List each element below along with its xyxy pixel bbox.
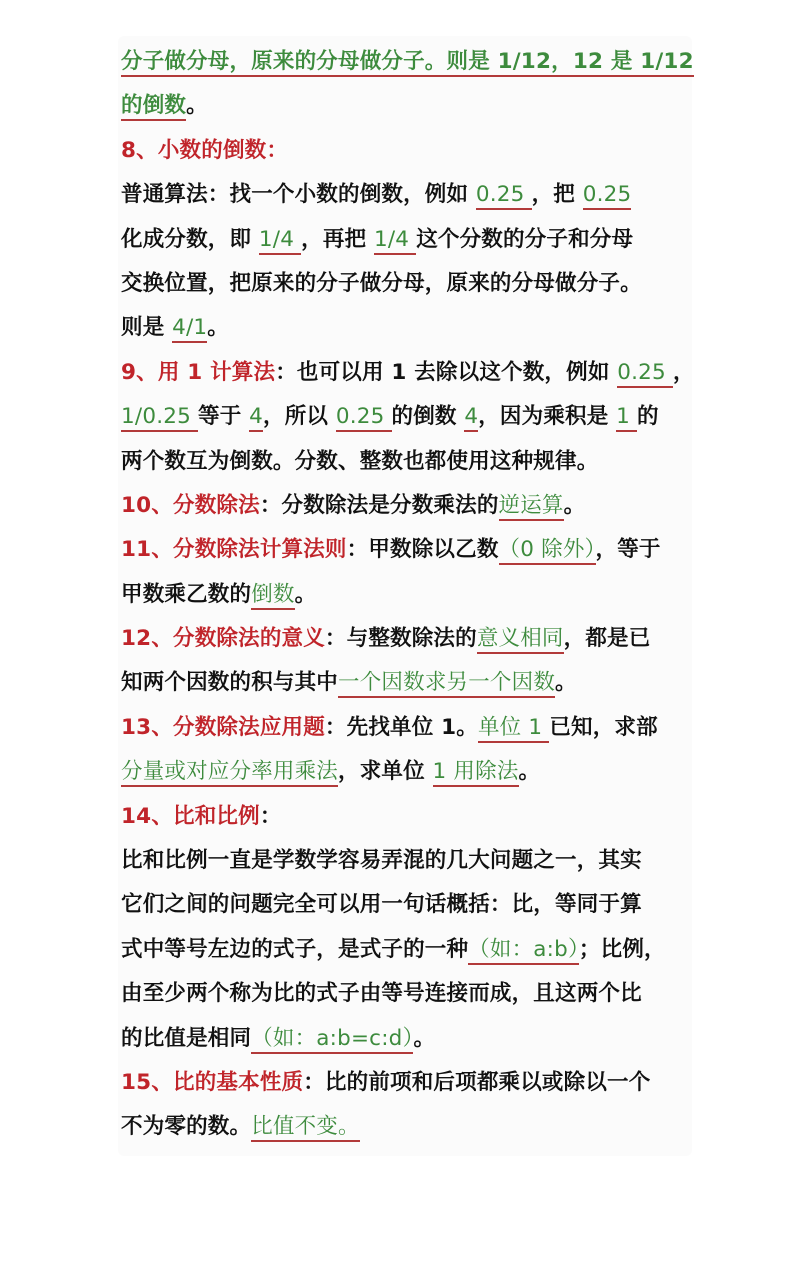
body-text: ；比例， [578,936,666,962]
body-text: 这个分数的分子和分母 [416,226,634,252]
body-text: 交换位置，把原来的分子做分母，原来的分母做分子。 [121,270,642,296]
section-heading: 15、比的基本性质 [121,1069,304,1095]
section-s13 [121,706,691,795]
body-text: ，所以 [263,404,336,430]
body-text: ： [259,803,282,829]
answer-blank: （如：a:b=c:d） [251,1026,413,1054]
body-text: 由至少两个称为比的式子由等号连接而成，且这两个比 [121,981,642,1007]
body-text: ：也可以用 1 去除以这个数，例如 [275,359,618,385]
text-line [121,440,691,484]
body-text: 化成分数，即 [121,226,259,252]
answer-blank: 4 [249,404,263,432]
answer-blank: 4 [464,404,478,432]
body-text: ：与整数除法的 [324,626,477,652]
answer-blank: 的倒数 [121,93,186,121]
document-body [121,40,695,1150]
answer-blank: （0 除外） [499,537,596,565]
section-heading: 10、分数除法 [121,492,260,518]
text-line [121,928,691,972]
text-line [121,972,691,1016]
answer-blank: 倒数 [251,582,294,610]
body-text: ， [672,359,695,385]
text-line [121,706,691,750]
body-text: 。 [518,759,541,785]
answer-blank: 意义相同 [477,626,564,654]
section-s9 [121,351,695,484]
body-text: ：先找单位 1。 [324,714,478,740]
text-line [121,84,691,128]
text-line [121,40,694,84]
answer-blank: 0.25 [336,404,392,432]
answer-blank: 1 用除法 [433,759,519,787]
answer-blank: 0.25 [617,360,673,388]
body-text: 则是 [121,315,173,341]
section-s8 [121,129,691,351]
section-heading: 12、分数除法的意义 [121,626,325,652]
body-text: 比和比例一直是学数学容易弄混的几大问题之一，其实 [121,848,642,874]
text-line [121,1105,691,1149]
body-text: 的比值是相同 [121,1025,252,1051]
text-line [121,484,691,528]
text-line [121,129,691,173]
text-line [121,661,691,705]
text-line [121,262,691,306]
body-text: 。 [413,1025,436,1051]
text-line [121,750,691,794]
body-text: ，求单位 [338,759,433,785]
answer-blank: 1 [616,404,637,432]
body-text: ，再把 [301,226,374,252]
answer-blank: 比值不变。 [251,1114,360,1142]
body-text: 知两个因数的积与其中 [121,670,339,696]
body-text: 它们之间的问题完全可以用一句话概括：比，等同于算 [121,892,642,918]
body-text: ，都是已 [563,626,651,652]
body-text: 式中等号左边的式子，是式子的一种 [121,936,469,962]
text-line [121,528,691,572]
body-text: ，等于 [595,537,661,563]
body-text: ，把 [531,182,583,208]
text-line [121,1017,691,1061]
body-text: 等于 [198,404,250,430]
body-text: 。 [563,492,586,518]
answer-blank: （如：a:b） [468,937,579,965]
text-line [121,573,691,617]
text-line [121,839,691,883]
answer-blank: 0.25 [476,182,532,210]
text-line [121,173,691,217]
answer-blank: 0.25 [583,182,632,210]
text-line [121,351,695,395]
text-line [121,795,691,839]
answer-blank: 1/4 [374,227,416,255]
body-text: 。 [294,581,317,607]
section-s14 [121,795,691,1061]
answer-blank: 单位 1 [478,715,549,743]
body-text: ：甲数除以乙数 [346,537,499,563]
answer-blank: 分量或对应分率用乘法 [121,759,338,787]
body-text: 。 [186,93,208,119]
section-heading: 8、小数的倒数： [121,137,289,163]
body-text: 甲数乘乙数的 [121,581,252,607]
body-text: ：比的前项和后项都乘以或除以一个 [303,1069,651,1095]
section-s10 [121,484,691,528]
answer-blank: 分子做分母，原来的分母做分子。则是 1/12，12 是 1/12 [121,49,694,77]
section-s15 [121,1061,691,1150]
section-p7-end [121,40,694,129]
body-text: 的 [637,404,659,430]
text-line [121,218,691,262]
body-text: ，因为乘积是 [478,404,617,430]
text-line [121,306,691,350]
body-text: 两个数互为倒数。分数、整数也都使用这种规律。 [121,448,599,474]
body-text: 已知，求部 [549,714,658,740]
answer-blank: 4/1 [172,315,207,343]
body-text: 。 [555,670,577,696]
body-text: 的倒数 [391,404,465,430]
section-heading: 9、用 1 计算法 [121,359,276,385]
answer-blank: 1/4 [259,227,301,255]
section-s12 [121,617,691,706]
section-s11 [121,528,691,617]
section-heading: 11、分数除法计算法则 [121,537,347,563]
text-line [121,395,691,439]
answer-blank: 逆运算 [499,493,564,521]
body-text: 不为零的数。 [121,1114,252,1140]
text-line [121,883,691,927]
text-line [121,1061,691,1105]
section-heading: 14、比和比例 [121,803,260,829]
text-line [121,617,691,661]
answer-blank: 1/0.25 [121,404,198,432]
section-heading: 13、分数除法应用题 [121,714,325,740]
body-text: 普通算法：找一个小数的倒数，例如 [121,182,476,208]
body-text: 。 [207,315,229,341]
body-text: ：分数除法是分数乘法的 [259,492,499,518]
answer-blank: 一个因数求另一个因数 [338,670,555,698]
